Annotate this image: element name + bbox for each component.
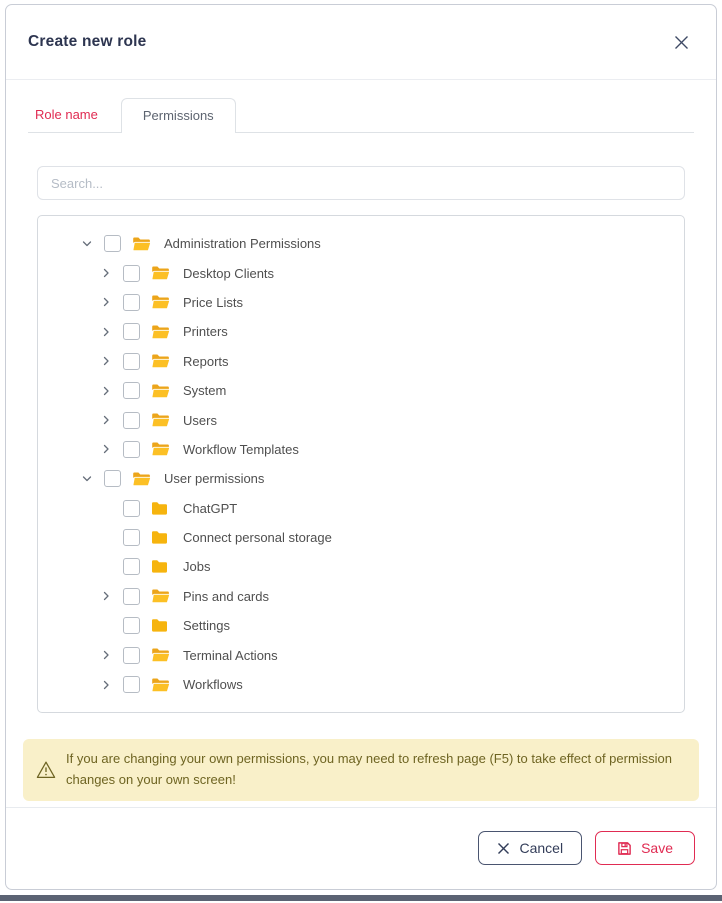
tree-row	[38, 347, 684, 376]
tree-row	[38, 288, 684, 317]
tree-row	[38, 670, 684, 699]
toggle-spacer	[98, 500, 114, 516]
tree-row	[38, 640, 684, 669]
tree-row	[38, 464, 684, 493]
tree-checkbox[interactable]	[104, 470, 121, 487]
save-button[interactable]	[595, 831, 695, 865]
chevron-right-icon[interactable]	[98, 265, 114, 281]
tree-item-label: User permissions	[164, 471, 265, 487]
tree-row	[38, 611, 684, 640]
tab-bar	[28, 98, 694, 133]
tree-item-label: Workflows	[183, 677, 243, 693]
folder-open-icon	[151, 441, 170, 457]
dialog-title: Create new role	[28, 33, 147, 50]
folder-closed-icon	[151, 500, 170, 516]
chevron-right-icon[interactable]	[98, 383, 114, 399]
close-button[interactable]	[668, 29, 694, 55]
tree-item-label: Workflow Templates	[183, 441, 299, 457]
dialog-body	[6, 80, 716, 807]
tree-checkbox[interactable]	[123, 588, 140, 605]
folder-open-icon	[151, 412, 170, 428]
folder-open-icon	[151, 383, 170, 399]
close-icon	[673, 34, 690, 51]
cancel-x-icon	[497, 842, 510, 855]
tree-row	[38, 523, 684, 552]
tree-row	[38, 258, 684, 287]
warning-triangle-icon	[36, 760, 56, 779]
tree-checkbox[interactable]	[123, 529, 140, 546]
chevron-down-icon[interactable]	[79, 471, 95, 487]
folder-closed-icon	[151, 530, 170, 546]
tree-item-label: Jobs	[183, 559, 211, 575]
permissions-tab-panel	[23, 133, 699, 713]
folder-open-icon	[151, 588, 170, 604]
tree-row	[38, 405, 684, 434]
tab-permissions[interactable]: Permissions	[121, 98, 236, 133]
folder-open-icon	[151, 647, 170, 663]
dialog-header	[6, 5, 716, 80]
tree-row	[38, 435, 684, 464]
folder-open-icon	[151, 265, 170, 281]
tab-role-name[interactable]: Role name	[28, 98, 111, 132]
toggle-spacer	[98, 559, 114, 575]
tree-checkbox[interactable]	[123, 441, 140, 458]
tree-checkbox[interactable]	[123, 647, 140, 664]
folder-open-icon	[151, 353, 170, 369]
tree-checkbox[interactable]	[123, 412, 140, 429]
chevron-right-icon[interactable]	[98, 324, 114, 340]
tree-checkbox[interactable]	[123, 382, 140, 399]
tree-item-label: Connect personal storage	[183, 530, 332, 546]
tree-row	[38, 582, 684, 611]
create-role-dialog	[5, 4, 717, 890]
tree-item-label: Settings	[183, 618, 230, 634]
tree-item-label: Desktop Clients	[183, 265, 275, 281]
chevron-down-icon[interactable]	[79, 236, 95, 252]
tree-checkbox[interactable]	[123, 353, 140, 370]
folder-open-icon	[151, 324, 170, 340]
folder-open-icon	[151, 294, 170, 310]
tree-checkbox[interactable]	[123, 676, 140, 693]
tree-checkbox[interactable]	[123, 617, 140, 634]
tree-row	[38, 494, 684, 523]
tree-item-label: Printers	[183, 324, 228, 340]
warning-banner	[23, 739, 699, 801]
chevron-right-icon[interactable]	[98, 647, 114, 663]
cancel-button[interactable]	[478, 831, 582, 865]
tree-item-label: Pins and cards	[183, 588, 269, 604]
save-button-label: Save	[641, 840, 673, 856]
toggle-spacer	[98, 530, 114, 546]
tree-checkbox[interactable]	[123, 558, 140, 575]
tree-checkbox[interactable]	[104, 235, 121, 252]
toggle-spacer	[98, 618, 114, 634]
tree-item-label: Reports	[183, 353, 229, 369]
folder-open-icon	[132, 471, 151, 487]
chevron-right-icon[interactable]	[98, 677, 114, 693]
chevron-right-icon[interactable]	[98, 294, 114, 310]
chevron-right-icon[interactable]	[98, 353, 114, 369]
tree-checkbox[interactable]	[123, 323, 140, 340]
search-input[interactable]	[37, 166, 685, 200]
folder-open-icon	[151, 677, 170, 693]
tree-row	[38, 317, 684, 346]
tree-item-label: Administration Permissions	[164, 236, 321, 252]
tree-item-label: System	[183, 383, 227, 399]
tree-item-label: Terminal Actions	[183, 647, 278, 663]
tree-checkbox[interactable]	[123, 500, 140, 517]
tree-checkbox[interactable]	[123, 294, 140, 311]
tree-item-label: ChatGPT	[183, 500, 238, 516]
permissions-tree	[37, 215, 685, 713]
folder-closed-icon	[151, 559, 170, 575]
folder-closed-icon	[151, 618, 170, 634]
warning-text: If you are changing your own permissions, you may need to refresh page (F5) to take effect of permission changes on your own screen!	[66, 751, 673, 787]
page-backdrop-strip	[0, 895, 722, 901]
tree-item-label: Price Lists	[183, 294, 243, 310]
tree-row	[38, 376, 684, 405]
chevron-right-icon[interactable]	[98, 588, 114, 604]
folder-open-icon	[132, 236, 151, 252]
chevron-right-icon[interactable]	[98, 441, 114, 457]
tree-checkbox[interactable]	[123, 265, 140, 282]
dialog-footer	[6, 807, 716, 889]
cancel-button-label: Cancel	[519, 840, 564, 856]
tree-row	[38, 229, 684, 258]
chevron-right-icon[interactable]	[98, 412, 114, 428]
tree-row	[38, 552, 684, 581]
save-floppy-icon	[617, 841, 632, 856]
tree-item-label: Users	[183, 412, 217, 428]
